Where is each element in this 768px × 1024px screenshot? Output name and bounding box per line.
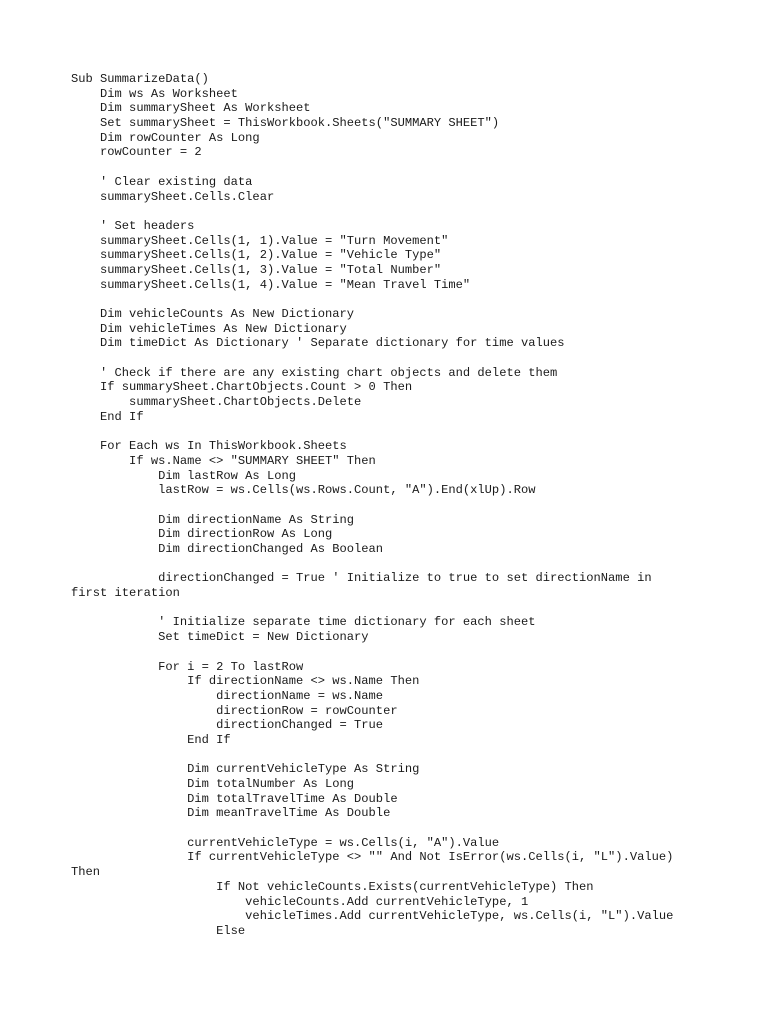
code-line (71, 160, 711, 175)
code-line: summarySheet.Cells(1, 2).Value = "Vehicle Type" (71, 248, 442, 263)
code-line (71, 425, 711, 440)
code-line: directionName = ws.Name (71, 688, 384, 703)
code-line: For i = 2 To lastRow (71, 659, 304, 674)
code-line: Dim directionRow As Long (71, 527, 333, 542)
code-line: summarySheet.Cells(1, 3).Value = "Total Number" (71, 262, 442, 277)
code-line: Dim meanTravelTime As Double (71, 806, 391, 821)
code-line: Dim totalNumber As Long (71, 777, 355, 791)
code-line: Sub SummarizeData() (71, 72, 209, 86)
code-line: Dim timeDict As Dictionary ' Separate dictionary for time values (71, 336, 565, 351)
code-line (71, 645, 711, 660)
code-line (71, 557, 711, 572)
code-line (71, 748, 711, 763)
code-line: vehicleTimes.Add currentVehicleType, ws.Cells(i, "L").Value (71, 909, 674, 924)
code-line: first iteration (71, 586, 180, 601)
code-line: Then (71, 865, 101, 880)
code-line (71, 204, 711, 219)
code-line: ' Initialize separate time dictionary for each sheet (71, 615, 536, 630)
code-line: Dim directionChanged As Boolean (71, 542, 384, 556)
code-line: Dim totalTravelTime As Double (71, 791, 398, 806)
code-line: summarySheet.Cells.Clear (71, 189, 275, 204)
code-line: If currentVehicleType <> "" And Not IsError(ws.Cells(i, "L").Value) (71, 850, 674, 865)
code-line: Set timeDict = New Dictionary (71, 630, 369, 645)
code-line: ' Set headers (71, 218, 195, 233)
code-line: directionChanged = True ' Initialize to true to set directionName in (71, 571, 652, 586)
code-line: Dim currentVehicleType As String (71, 762, 420, 777)
code-line: End If (71, 732, 231, 747)
code-line: directionRow = rowCounter (71, 703, 398, 718)
code-line: directionChanged = True (71, 718, 384, 733)
code-line: summarySheet.ChartObjects.Delete (71, 395, 362, 410)
code-line: If Not vehicleCounts.Exists(currentVehicleType) Then (71, 879, 594, 894)
code-line: ' Clear existing data (71, 174, 253, 189)
code-line: Dim rowCounter As Long (71, 130, 260, 145)
code-line (71, 821, 711, 836)
code-line: summarySheet.Cells(1, 4).Value = "Mean Travel Time" (71, 277, 471, 292)
code-line: Set summarySheet = ThisWorkbook.Sheets("SUMMARY SHEET") (71, 116, 500, 131)
code-line: If directionName <> ws.Name Then (71, 674, 420, 689)
code-line: Dim lastRow As Long (71, 468, 296, 483)
code-line (71, 292, 711, 307)
code-line: For Each ws In ThisWorkbook.Sheets (71, 439, 347, 454)
code-line: summarySheet.Cells(1, 1).Value = "Turn Movement" (71, 233, 449, 248)
code-line: Dim vehicleTimes As New Dictionary (71, 321, 347, 336)
code-line: ' Check if there are any existing chart objects and delete them (71, 365, 558, 380)
code-line: lastRow = ws.Cells(ws.Rows.Count, "A").End(xlUp).Row (71, 483, 536, 498)
code-line: currentVehicleType = ws.Cells(i, "A").Value (71, 835, 500, 850)
code-line: Else (71, 923, 246, 938)
code-line (71, 601, 711, 616)
code-line (71, 498, 711, 513)
code-line: End If (71, 409, 144, 424)
code-line: Dim vehicleCounts As New Dictionary (71, 307, 355, 321)
code-line: Dim ws As Worksheet (71, 86, 238, 101)
code-line: Dim directionName As String (71, 512, 355, 527)
code-line: If summarySheet.ChartObjects.Count > 0 Then (71, 380, 413, 395)
code-line: If ws.Name <> "SUMMARY SHEET" Then (71, 453, 376, 468)
code-line: rowCounter = 2 (71, 145, 202, 160)
code-line: vehicleCounts.Add currentVehicleType, 1 (71, 894, 529, 909)
code-line (71, 351, 711, 366)
code-line: Dim summarySheet As Worksheet (71, 101, 311, 116)
code-block (71, 72, 711, 939)
